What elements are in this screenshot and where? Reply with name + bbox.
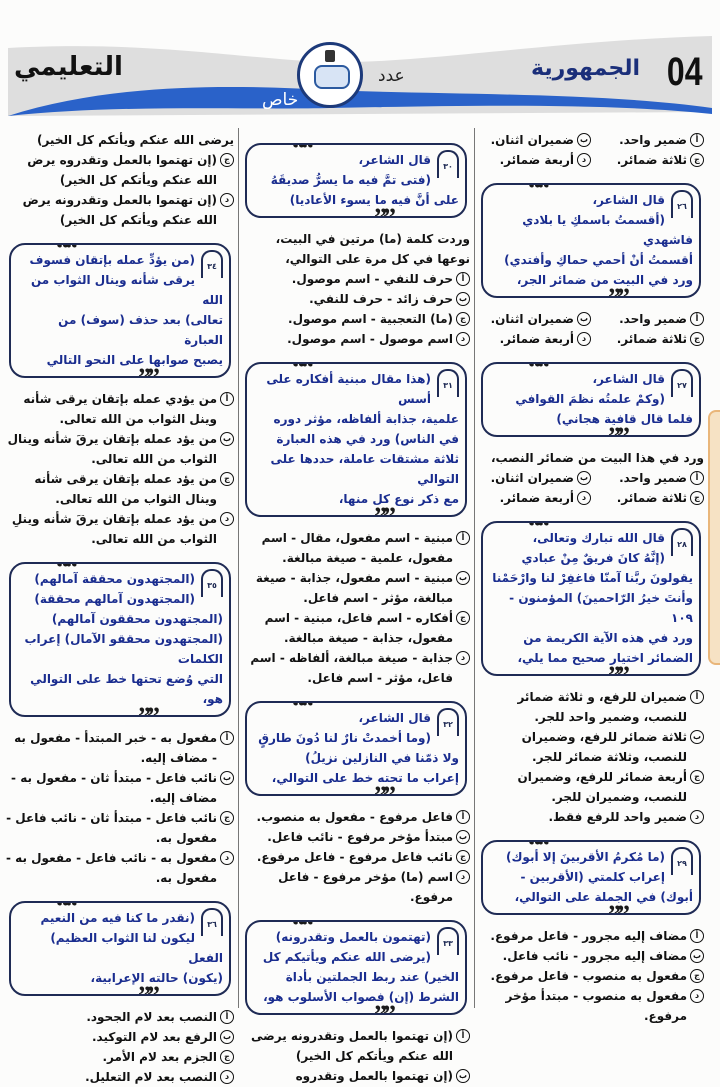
question-text-line: ورد في هذه الآية الكريمة من	[523, 631, 693, 645]
option-text: ضمير واحد للرفع فقط.	[548, 810, 687, 824]
question-text-line: التي وُضع تحتها خط على التوالي هو،	[30, 672, 223, 706]
question-text-line: (ما مُكرمُ الأقربينَ إلا أبوك)	[505, 850, 665, 864]
option-letter-circle-icon: أ	[456, 531, 470, 545]
ministry-logo-icon	[297, 42, 363, 108]
option-text: النصب بعد لام التعليل.	[85, 1070, 217, 1084]
answer-options	[6, 389, 234, 549]
option-letter-circle-icon: ب	[220, 771, 234, 785]
question-text-line: (يكون) حالته الإعرابية،	[90, 971, 223, 985]
quote-open-icon	[289, 701, 313, 713]
question-text-line: في الناس) ورد في هذه العبارة	[276, 432, 459, 446]
quote-close-icon	[605, 905, 629, 915]
option-letter-circle-icon: ج	[456, 611, 470, 625]
option-letter-circle-icon: د	[577, 491, 591, 505]
option-letter-circle-icon: د	[690, 810, 704, 824]
option-letter-circle-icon: ب	[456, 830, 470, 844]
option-text: النصب بعد لام الجحود.	[86, 1010, 217, 1024]
answer-option[interactable]	[591, 309, 704, 329]
question-text-line: (المجتهدون محققو الآمال) إعراب الكلمات	[24, 632, 223, 666]
option-letter-circle-icon: أ	[690, 690, 704, 704]
option-letter-circle-icon: أ	[690, 929, 704, 943]
question-number-badge: ٢٨	[671, 528, 693, 556]
question-text-line: (نقدر ما كنا فيه من النعيم	[40, 911, 195, 925]
answer-options	[478, 309, 704, 349]
question-box	[245, 701, 467, 796]
column-middle	[242, 130, 470, 1086]
answer-option[interactable]	[6, 429, 234, 469]
answer-option[interactable]	[478, 807, 704, 827]
question-text-line: مع ذكر نوع كل منها،	[338, 492, 459, 506]
quote-close-icon	[371, 507, 395, 517]
column-divider	[474, 128, 475, 1008]
option-text: أربعة ضمائر للرفع، وضميران للنصب، وضميران للجر.	[517, 770, 687, 804]
answer-option[interactable]	[242, 867, 470, 907]
question-text-line: قال الشاعر،	[358, 153, 431, 167]
question-text-line: (هذا مقال مبنية أفكاره على أسس	[266, 372, 431, 406]
quote-close-icon	[605, 666, 629, 676]
quote-open-icon	[289, 920, 313, 932]
question-box	[245, 920, 467, 1015]
option-text: ضمير واحد.	[619, 133, 687, 147]
question-text-line: الشرط (إن) فصواب الأسلوب هو،	[263, 990, 459, 1004]
answer-option[interactable]	[242, 827, 470, 847]
option-text: ضميران اثنان.	[490, 471, 574, 485]
option-text: نائب فاعل - مبتدأ ثان - مفعول به - مضاف إليه.	[11, 771, 217, 805]
quote-open-icon	[53, 243, 77, 255]
newspaper-name: الجمهورية	[531, 56, 640, 81]
question-text-line: (وما أخمدتْ نارٌ لنا دُونَ طارقٍ	[258, 731, 431, 745]
answer-option[interactable]	[6, 1047, 234, 1067]
question-number-badge: ٢٩	[671, 847, 693, 875]
answer-option[interactable]	[478, 926, 704, 946]
option-letter-circle-icon: أ	[456, 272, 470, 286]
option-text: جذابة - صيغة مبالغة، ألفاظه - اسم فاعل، مؤثر - اسم فاعل.	[250, 651, 453, 685]
option-text: مفعول به - خبر المبتدأ - مفعول به - مضاف إليه.	[14, 731, 217, 765]
option-text: ضمير واحد.	[619, 312, 687, 326]
question-text-line: على أنَّ فيه ما يسوء الأعاديا)	[289, 193, 459, 207]
question-text-line: الخير) عند ربط الجملتين بأداة	[285, 970, 459, 984]
option-letter-circle-icon: د	[220, 193, 234, 207]
answer-option[interactable]	[478, 687, 704, 727]
quote-close-icon	[605, 288, 629, 298]
option-text: حرف زائد - حرف للنفي.	[309, 292, 453, 306]
question-text-line: إعراب كلمتي (الأقربين -	[520, 870, 665, 884]
question-number-badge: ٣٤	[201, 250, 223, 278]
option-letter-circle-icon: ج	[220, 1050, 234, 1064]
question-number-badge: ٣٥	[201, 569, 223, 597]
question-text-line: (إنَّهُ كانَ فريقٌ مِنْ عبادي	[521, 551, 665, 565]
option-letter-circle-icon: د	[220, 1070, 234, 1084]
answer-option[interactable]	[591, 488, 704, 508]
quote-close-icon	[135, 368, 159, 378]
option-letter-circle-icon: ب	[690, 730, 704, 744]
option-letter-circle-icon: ج	[690, 491, 704, 505]
question-number-badge: ٢٧	[671, 369, 693, 397]
answer-option[interactable]	[478, 946, 704, 966]
question-text-line: إعراب ما تحته خط على التوالي،	[271, 771, 459, 785]
answer-option[interactable]	[478, 986, 704, 1026]
option-letter-circle-icon: ب	[456, 571, 470, 585]
answer-option[interactable]	[6, 509, 234, 549]
answer-option[interactable]	[242, 847, 470, 867]
question-text-line: يرقى شأنه وينال الثواب من الله	[31, 273, 223, 307]
option-text: ثلاثة ضمائر.	[616, 153, 687, 167]
question-text-line: (المجتهدون محققة آمالهم)	[34, 572, 195, 586]
answer-option[interactable]	[6, 848, 234, 888]
option-text: ضميران للرفع، و ثلاثة ضمائر للنصب، وضمير واحد للجر.	[517, 690, 687, 724]
question-text-line: ليكون لنا الثواب العظيم) الفعل	[50, 931, 223, 965]
option-text: مضاف إليه مجرور - فاعل مرفوع.	[490, 929, 687, 943]
option-letter-circle-icon: ج	[690, 969, 704, 983]
question-text-line: (المجتهدون آمالهم محققة)	[34, 592, 195, 606]
answer-option[interactable]	[242, 648, 470, 688]
answer-option[interactable]	[242, 568, 470, 608]
option-text: ضمير واحد.	[619, 471, 687, 485]
option-text: أربعة ضمائر.	[499, 153, 574, 167]
section-title: التعليمي	[14, 52, 123, 82]
option-text: اسم (ما) مؤخر مرفوع - فاعل مرفوع.	[278, 870, 453, 904]
question-number-badge: ٣١	[437, 369, 459, 397]
quote-open-icon	[525, 521, 549, 533]
option-text: الرفع بعد لام التوكيد.	[91, 1030, 217, 1044]
option-text: مبتدأ مؤخر مرفوع - نائب فاعل.	[267, 830, 453, 844]
side-tab-handle[interactable]	[708, 410, 720, 665]
answer-option[interactable]	[242, 1026, 470, 1066]
option-letter-circle-icon: أ	[690, 133, 704, 147]
special-issue-label: عدد	[378, 66, 405, 86]
question-text-line: أبوك) في الجملة على التوالي،	[514, 890, 693, 904]
option-letter-circle-icon: أ	[690, 312, 704, 326]
option-letter-circle-icon: ج	[220, 153, 234, 167]
quote-close-icon	[135, 707, 159, 717]
option-text: من يؤد عمله بإتقان يرقَ شأنه وينلِ الثواب من الله تعالى.	[11, 512, 217, 546]
answer-options	[478, 926, 704, 1026]
answer-options	[242, 269, 470, 349]
answer-options	[478, 130, 704, 170]
question-box	[481, 183, 701, 298]
answer-option[interactable]	[478, 150, 591, 170]
answer-options	[6, 728, 234, 888]
question-text-line: أقسمتُ أنْ أحمي حماكِ وأفتدي)	[504, 253, 693, 267]
option-text: (إن تهتموا بالعمل وتقدرونه يرض الله عنكم ويأتكم كل الخير)	[22, 193, 217, 227]
page-number: 04	[666, 50, 702, 94]
question-text-line: قال الشاعر،	[592, 193, 665, 207]
option-text: مضاف إليه مجرور - نائب فاعل.	[502, 949, 687, 963]
option-letter-circle-icon: ب	[456, 1069, 470, 1083]
answer-option[interactable]	[242, 807, 470, 827]
question-text-line: قال الشاعر،	[358, 711, 431, 725]
answer-option[interactable]	[6, 768, 234, 808]
option-letter-circle-icon: ج	[220, 472, 234, 486]
question-prompt-line: وردت كلمة (ما) مرتين في البيت،	[275, 232, 470, 246]
option-text: مفعول به منصوب - فاعل مرفوع.	[490, 969, 687, 983]
answer-options	[478, 687, 704, 827]
option-text: الجزم بعد لام الأمر.	[102, 1050, 217, 1064]
question-number-badge: ٢٦	[671, 190, 693, 218]
option-letter-circle-icon: ج	[690, 153, 704, 167]
option-letter-circle-icon: أ	[456, 810, 470, 824]
option-letter-circle-icon: ج	[456, 850, 470, 864]
question-text-line: (وكمْ علمتُه نظمَ القوافي	[515, 392, 665, 406]
option-text: (إن تهتموا بالعمل وتقدرونه يرضى الله عنكم ويأتكم كل الخير)	[251, 1029, 453, 1063]
question-text-line: (تهتمون بالعمل وتقدرونه)	[275, 930, 431, 944]
option-text: ثلاثة ضمائر للرفع، وضميران للنصب، وثلاثة ضمائر للجر.	[521, 730, 687, 764]
question-box	[9, 562, 231, 717]
question-text-line: (المجتهدون محققون آمالهم)	[51, 612, 223, 626]
option-letter-circle-icon: ج	[690, 770, 704, 784]
question-prompt-line: نوعها في كل مرة على التوالي،	[285, 252, 470, 266]
answer-option[interactable]	[478, 468, 591, 488]
option-letter-circle-icon: ج	[690, 332, 704, 346]
option-letter-circle-icon: ب	[577, 312, 591, 326]
option-letter-circle-icon: ب	[690, 949, 704, 963]
answer-option[interactable]	[6, 389, 234, 429]
answer-options	[6, 1007, 234, 1087]
answer-option[interactable]	[478, 488, 591, 508]
answer-option[interactable]	[591, 150, 704, 170]
answer-option[interactable]	[6, 150, 234, 190]
option-letter-circle-icon: ب	[220, 1030, 234, 1044]
answer-option[interactable]	[478, 309, 591, 329]
question-text-line: (من يؤدِّ عمله بإتقان فسوف	[29, 253, 195, 267]
question-number-badge: ٣٢	[437, 708, 459, 736]
question-text-line: قال الله تبارك وتعالى،	[532, 531, 665, 545]
answer-options	[478, 468, 704, 508]
option-letter-circle-icon: أ	[456, 1029, 470, 1043]
answer-option[interactable]	[242, 309, 470, 329]
answer-option[interactable]	[6, 469, 234, 509]
question-prompt-line: يرضى الله عنكم ويأتكم كل الخير)	[36, 133, 234, 147]
answer-option[interactable]	[478, 767, 704, 807]
option-letter-circle-icon: أ	[220, 392, 234, 406]
quote-open-icon	[289, 362, 313, 374]
question-number-badge: ٣٣	[437, 927, 459, 955]
question-box	[9, 901, 231, 996]
option-text: نائب فاعل مرفوع - فاعل مرفوع.	[256, 850, 453, 864]
option-letter-circle-icon: د	[456, 332, 470, 346]
option-letter-circle-icon: د	[220, 851, 234, 865]
question-text-line: (يرضى الله عنكم ويأتيكم كل	[262, 950, 431, 964]
option-letter-circle-icon: د	[690, 989, 704, 1003]
question-text-line: فلما قال قافية هجاني)	[556, 412, 693, 426]
quote-open-icon	[53, 901, 77, 913]
option-letter-circle-icon: ب	[577, 133, 591, 147]
question-text-line: وأنتَ خيرُ الرّاحمينَ) المؤمنون - ١٠٩	[509, 591, 693, 625]
answer-option[interactable]	[6, 1067, 234, 1087]
quote-close-icon	[605, 427, 629, 437]
special-issue-label-2: خاص	[262, 90, 299, 110]
option-text: أفكاره - اسم فاعل، مبنية - اسم مفعول، جذابة - صيغة مبالغة.	[264, 611, 453, 645]
answer-option[interactable]	[242, 269, 470, 289]
column-right	[478, 130, 704, 1026]
answer-option[interactable]	[478, 727, 704, 767]
option-letter-circle-icon: د	[456, 651, 470, 665]
option-text: مبنية - اسم مفعول، جذابة - صيغة مبالغة، مؤثر - اسم فاعل.	[255, 571, 453, 605]
question-text-line: ورد في البيت من ضمائر الجر،	[516, 273, 693, 287]
option-text: من يؤد عمله بإتقان يرقَ شأنه وينال الثواب من الله تعالى.	[7, 432, 217, 466]
option-text: حرف للنفي - اسم موصول.	[291, 272, 453, 286]
answer-option[interactable]	[591, 130, 704, 150]
option-text: (ما) التعجبية - اسم موصول.	[288, 312, 453, 326]
answer-option[interactable]	[242, 329, 470, 349]
question-box	[9, 243, 231, 378]
answer-option[interactable]	[6, 190, 234, 230]
question-text-line: يصبح صوابها على النحو التالي	[46, 353, 223, 367]
answer-option[interactable]	[591, 468, 704, 488]
option-text: ثلاثة ضمائر.	[616, 491, 687, 505]
quote-open-icon	[525, 183, 549, 195]
column-left	[6, 130, 234, 1087]
answer-options	[242, 807, 470, 907]
answer-option[interactable]	[478, 329, 591, 349]
option-letter-circle-icon: ج	[456, 312, 470, 326]
question-text-line: ولا ذمّنا في النازلين نزيلُ)	[305, 751, 459, 765]
answer-options	[242, 1026, 470, 1086]
option-letter-circle-icon: د	[577, 332, 591, 346]
option-text: فاعل مرفوع - مفعول به منصوب.	[256, 810, 453, 824]
question-text-line: (فتى تمَّ فيه ما يسرُّ صديقَهُ	[270, 173, 431, 187]
option-letter-circle-icon: د	[577, 153, 591, 167]
answer-option[interactable]	[6, 1007, 234, 1027]
question-prompt-line: ورد في هذا البيت من ضمائر النصب،	[490, 451, 704, 465]
option-text: ضميران اثنان.	[490, 133, 574, 147]
quote-close-icon	[135, 986, 159, 996]
option-letter-circle-icon: د	[220, 512, 234, 526]
option-letter-circle-icon: ب	[577, 471, 591, 485]
option-letter-circle-icon: د	[456, 870, 470, 884]
answer-option[interactable]	[6, 808, 234, 848]
question-box	[481, 521, 701, 676]
question-text-line: ثلاثة مشتقات عاملة، حددها على التوالي	[270, 452, 459, 486]
question-text-line: الضمائر اختيار صحيح مما يلي،	[517, 651, 693, 665]
column-divider	[238, 128, 239, 1008]
answer-option[interactable]	[242, 1066, 470, 1086]
question-box	[245, 143, 467, 218]
option-letter-circle-icon: ج	[220, 811, 234, 825]
answer-options	[6, 150, 234, 230]
question-text-line: تعالى) بعد حذف (سوف) من العبارة	[58, 313, 223, 347]
option-text: (إن تهتموا بالعمل وتقدروه	[295, 1069, 453, 1083]
option-text: من يؤد عمله بإتقان يرقى شأنه وينال الثواب من الله تعالى.	[34, 472, 217, 506]
option-text: ثلاثة ضمائر.	[616, 332, 687, 346]
question-box	[481, 362, 701, 437]
answer-option[interactable]	[6, 728, 234, 768]
option-text: نائب فاعل - مبتدأ ثان - نائب فاعل - مفعول به.	[6, 811, 217, 845]
page-header	[0, 0, 720, 125]
answer-option[interactable]	[242, 289, 470, 309]
option-letter-circle-icon: أ	[220, 1010, 234, 1024]
option-text: أربعة ضمائر.	[499, 491, 574, 505]
quote-open-icon	[525, 362, 549, 374]
option-letter-circle-icon: أ	[690, 471, 704, 485]
answer-option[interactable]	[478, 966, 704, 986]
option-letter-circle-icon: ب	[220, 432, 234, 446]
answer-option[interactable]	[242, 528, 470, 568]
answer-option[interactable]	[6, 1027, 234, 1047]
option-text: مبنية - اسم مفعول، مقال - اسم مفعول، علمية - صيغة مبالغة.	[261, 531, 453, 565]
option-text: مفعول به - نائب فاعل - مفعول به - مفعول به.	[6, 851, 217, 885]
question-text-line: يقولونَ ربَّنا آمنّا فاغفِرْ لنا وارْحَمْنا	[492, 571, 693, 585]
quote-close-icon	[371, 208, 395, 218]
quote-open-icon	[525, 840, 549, 852]
option-letter-circle-icon: ب	[456, 292, 470, 306]
question-box	[245, 362, 467, 517]
quote-open-icon	[53, 562, 77, 574]
question-text-line: علمية، جذابة ألفاظه، مؤثر دوره	[273, 412, 459, 426]
question-number-badge: ٣٠	[437, 150, 459, 178]
quote-open-icon	[289, 143, 313, 155]
answer-option[interactable]	[591, 329, 704, 349]
question-text-line: قال الشاعر،	[592, 372, 665, 386]
option-text: (إن تهتموا بالعمل وتقدروه يرض الله عنكم ويأتكم كل الخير)	[27, 153, 217, 187]
quote-close-icon	[371, 786, 395, 796]
option-text: ضميران اثنان.	[490, 312, 574, 326]
answer-option[interactable]	[242, 608, 470, 648]
question-box	[481, 840, 701, 915]
option-text: مفعول به منصوب - مبتدأ مؤخر مرفوع.	[505, 989, 687, 1023]
question-number-badge: ٣٦	[201, 908, 223, 936]
option-text: أربعة ضمائر.	[499, 332, 574, 346]
answer-options	[242, 528, 470, 688]
answer-option[interactable]	[478, 130, 591, 150]
question-text-line: (أقسمتُ باسمكِ يا بلادي فاشهدي	[522, 213, 693, 247]
option-letter-circle-icon: أ	[220, 731, 234, 745]
quote-close-icon	[371, 1005, 395, 1015]
option-text: اسم موصول - اسم موصول.	[287, 332, 453, 346]
option-text: من يؤدي عمله بإتقان يرقى شأنه وينل الثواب من الله تعالى.	[23, 392, 217, 426]
